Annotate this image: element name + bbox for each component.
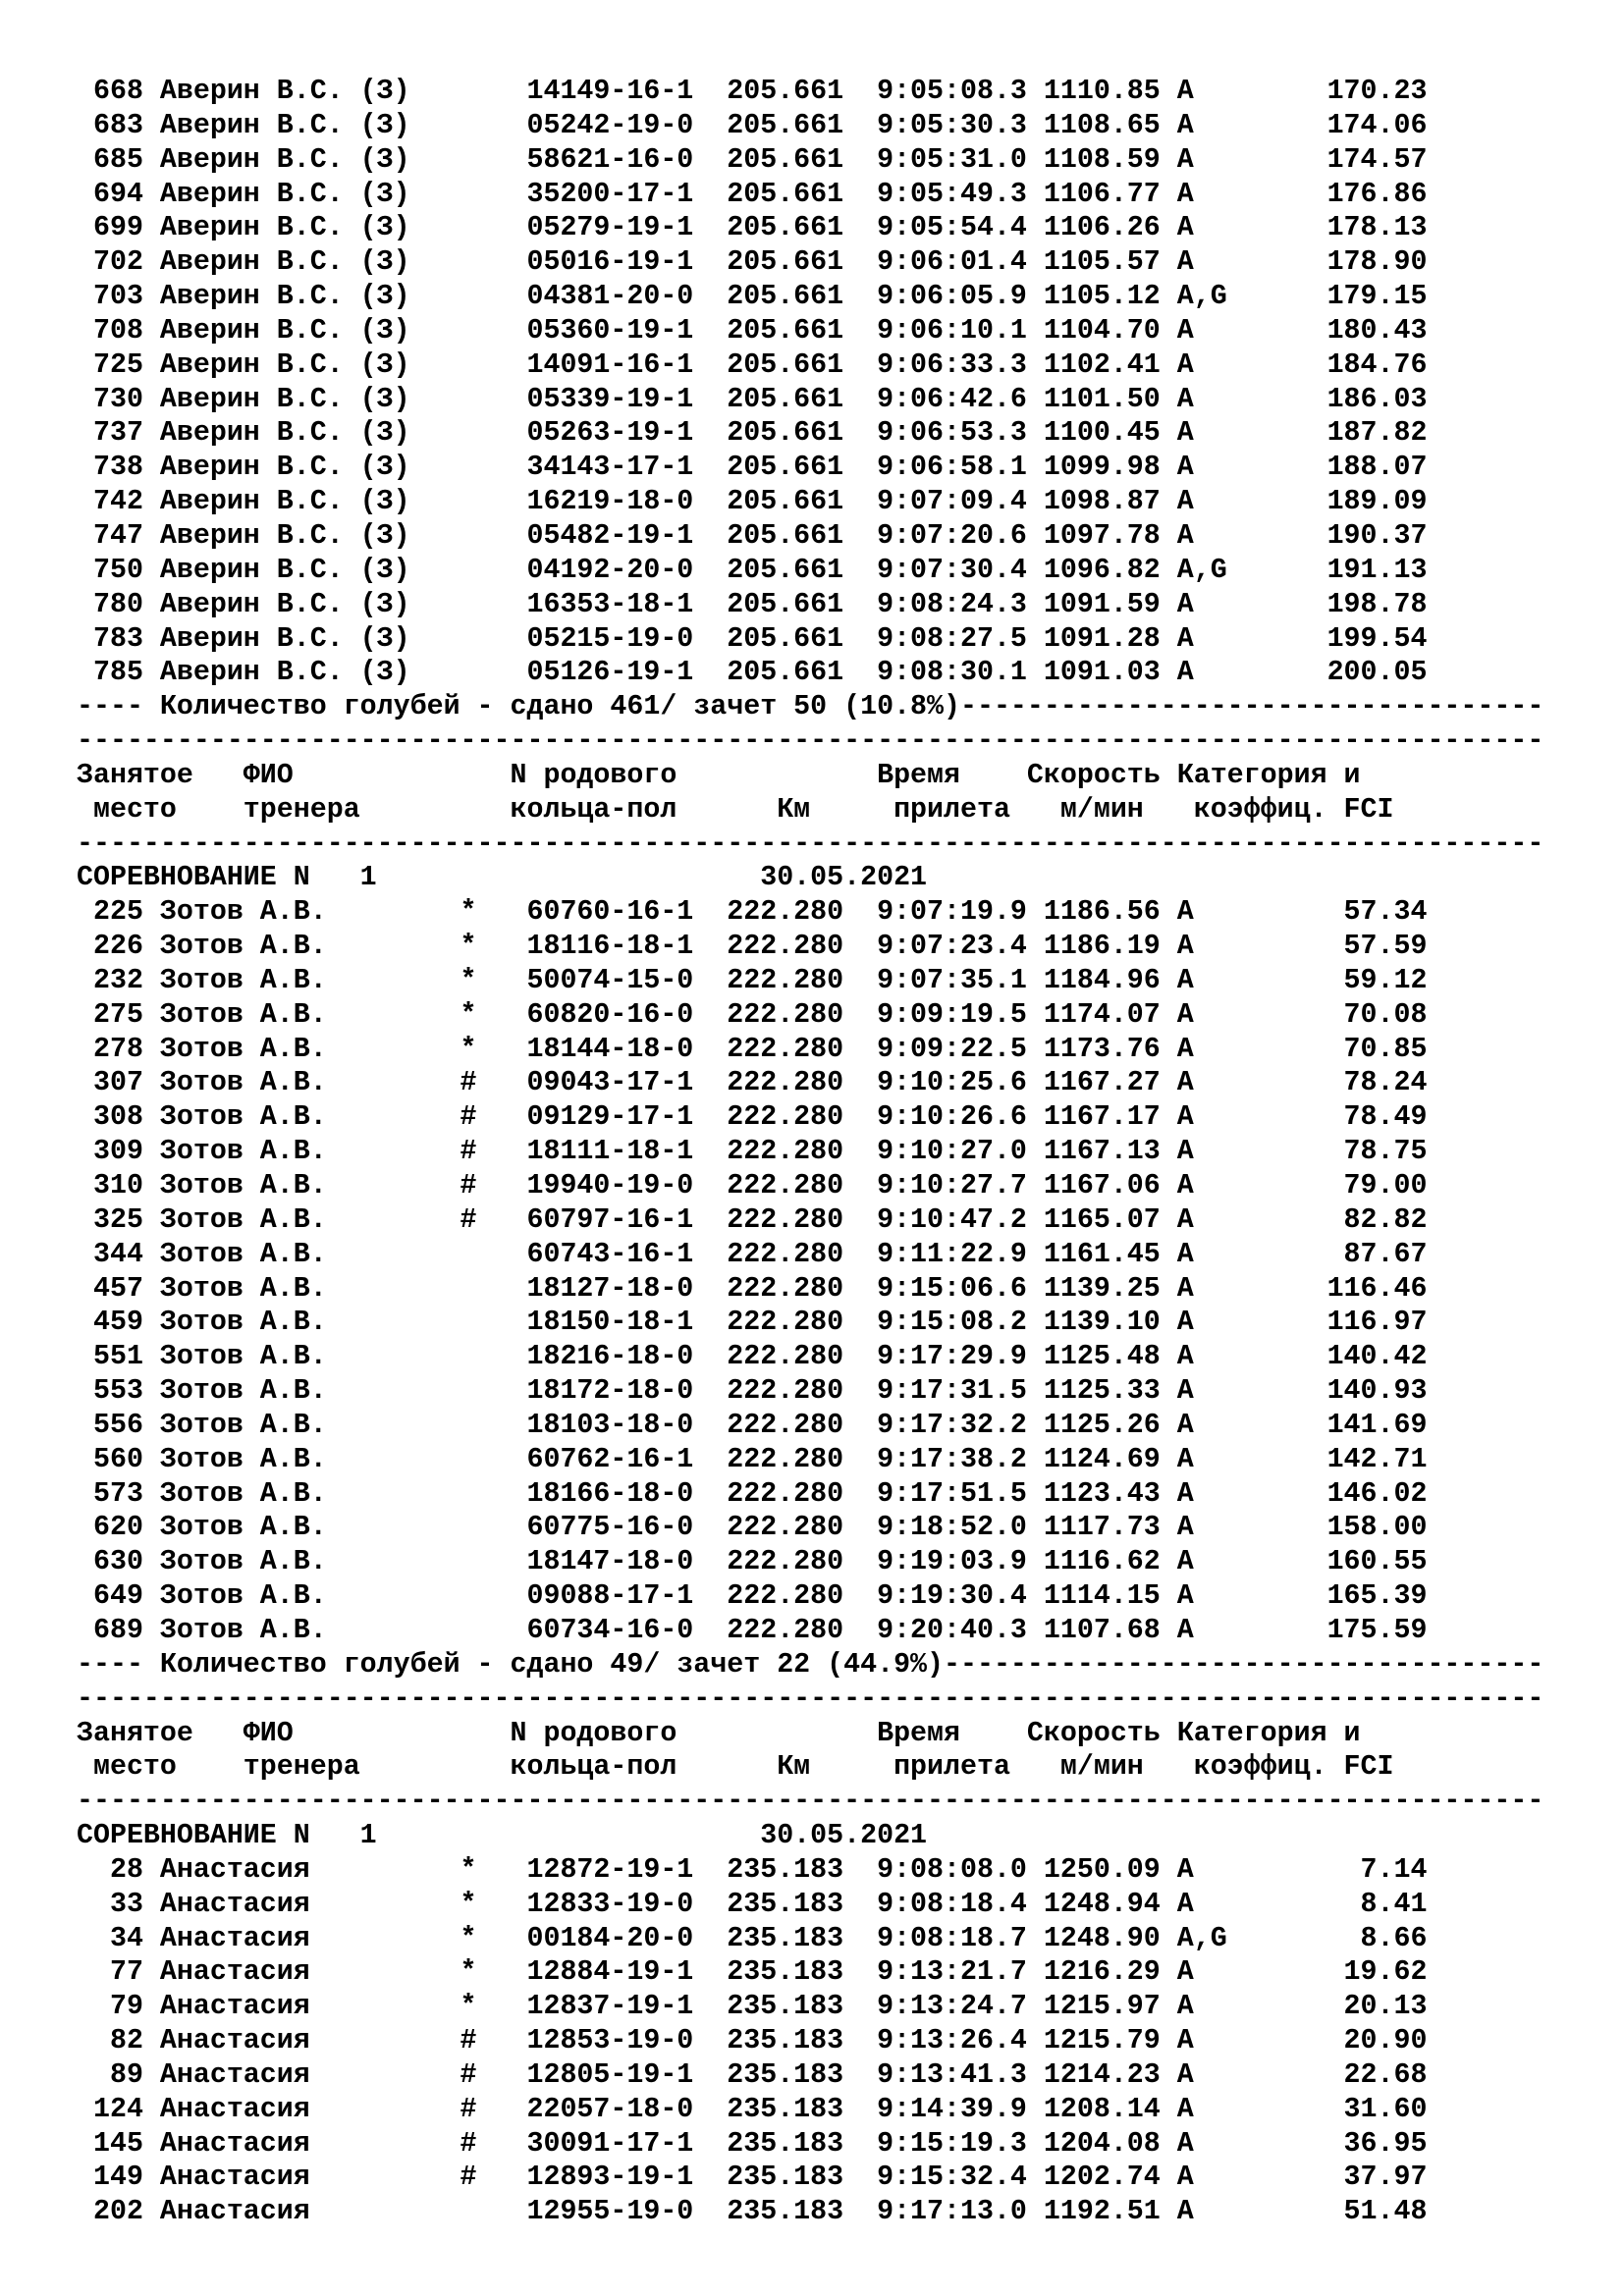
competition-title: СОРЕВНОВАНИЕ N 1 30.05.2021: [77, 862, 928, 894]
table-row: 699 Аверин В.С. (З) 05279-19-1 205.661 9:05:54.4 1106.26 A 178.13: [77, 212, 1428, 244]
table-row: 310 Зотов А.В. # 19940-19-0 222.280 9:10:27.7 1167.06 A 79.00: [77, 1170, 1428, 1201]
table-row: 551 Зотов А.В. 18216-18-0 222.280 9:17:29.9 1125.48 A 140.42: [77, 1341, 1428, 1373]
table-row: 780 Аверин В.С. (З) 16353-18-1 205.661 9:08:24.3 1091.59 A 198.78: [77, 588, 1428, 620]
table-row: 694 Аверин В.С. (З) 35200-17-1 205.661 9:05:49.3 1106.77 A 176.86: [77, 178, 1428, 210]
table-row: 459 Зотов А.В. 18150-18-1 222.280 9:15:08.2 1139.10 A 116.97: [77, 1307, 1428, 1339]
table-row: 278 Зотов А.В. * 18144-18-0 222.280 9:09:22.5 1173.76 A 70.85: [77, 1033, 1428, 1065]
table-row: 668 Аверин В.С. (З) 14149-16-1 205.661 9:05:08.3 1110.85 A 170.23: [77, 76, 1428, 107]
table-row: 307 Зотов А.В. # 09043-17-1 222.280 9:10:25.6 1167.27 A 78.24: [77, 1067, 1428, 1099]
table-row: 232 Зотов А.В. * 50074-15-0 222.280 9:07:35.1 1184.96 A 59.12: [77, 964, 1428, 996]
table-row: 685 Аверин В.С. (З) 58621-16-0 205.661 9:05:31.0 1108.59 A 174.57: [77, 143, 1428, 176]
table-header: место тренера кольца-пол Км прилета м/мин коэффиц. FCI: [77, 1751, 1394, 1784]
section-summary: ---- Количество голубей - сдано 49/ зачет 22 (44.9%)------------------------------------: [77, 1648, 1544, 1681]
table-row: 556 Зотов А.В. 18103-18-0 222.280 9:17:32.2 1125.26 A 141.69: [77, 1409, 1428, 1441]
table-row: 620 Зотов А.В. 60775-16-0 222.280 9:18:52.0 1117.73 A 158.00: [77, 1512, 1428, 1544]
table-row: 573 Зотов А.В. 18166-18-0 222.280 9:17:51.5 1123.43 A 146.02: [77, 1477, 1428, 1510]
table-row: 560 Зотов А.В. 60762-16-1 222.280 9:17:38.2 1124.69 A 142.71: [77, 1443, 1428, 1475]
table-row: 703 Аверин В.С. (З) 04381-20-0 205.661 9:06:05.9 1105.12 A,G 179.15: [77, 281, 1428, 313]
table-row: 725 Аверин В.С. (З) 14091-16-1 205.661 9:06:33.3 1102.41 A 184.76: [77, 348, 1428, 381]
table-row: 742 Аверин В.С. (З) 16219-18-0 205.661 9:07:09.4 1098.87 A 189.09: [77, 486, 1428, 518]
table-row: 28 Анастасия * 12872-19-1 235.183 9:08:08.0 1250.09 A 7.14: [77, 1853, 1428, 1886]
table-row: 683 Аверин В.С. (З) 05242-19-0 205.661 9:05:30.3 1108.65 A 174.06: [77, 109, 1428, 141]
table-row: 202 Анастасия 12955-19-0 235.183 9:17:13.0 1192.51 A 51.48: [77, 2196, 1428, 2228]
table-row: 309 Зотов А.В. # 18111-18-1 222.280 9:10:27.0 1167.13 A 78.75: [77, 1136, 1428, 1168]
table-row: 708 Аверин В.С. (З) 05360-19-1 205.661 9:06:10.1 1104.70 A 180.43: [77, 314, 1428, 347]
table-row: 630 Зотов А.В. 18147-18-0 222.280 9:19:03.9 1116.62 A 160.55: [77, 1546, 1428, 1578]
divider: ----------------------------------------------------------------------------------------: [77, 828, 1544, 860]
table-row: 82 Анастасия # 12853-19-0 235.183 9:13:26.4 1215.79 A 20.90: [77, 2025, 1428, 2057]
table-header: Занятое ФИО N родового Время Скорость Категория и: [77, 1717, 1361, 1749]
table-row: 34 Анастасия * 00184-20-0 235.183 9:08:18.7 1248.90 A,G 8.66: [77, 1922, 1428, 1954]
table-row: 33 Анастасия * 12833-19-0 235.183 9:08:18.4 1248.94 A 8.41: [77, 1888, 1428, 1920]
table-row: 344 Зотов А.В. 60743-16-1 222.280 9:11:22.9 1161.45 A 87.67: [77, 1238, 1428, 1270]
table-row: 738 Аверин В.С. (З) 34143-17-1 205.661 9:06:58.1 1099.98 A 188.07: [77, 452, 1428, 484]
table-row: 737 Аверин В.С. (З) 05263-19-1 205.661 9:06:53.3 1100.45 A 187.82: [77, 417, 1428, 450]
table-row: 145 Анастасия # 30091-17-1 235.183 9:15:19.3 1204.08 A 36.95: [77, 2127, 1428, 2160]
table-row: 226 Зотов А.В. * 18116-18-1 222.280 9:07:23.4 1186.19 A 57.59: [77, 931, 1428, 963]
divider: ----------------------------------------------------------------------------------------: [77, 1786, 1544, 1818]
table-row: 689 Зотов А.В. 60734-16-0 222.280 9:20:40.3 1107.68 A 175.59: [77, 1614, 1428, 1646]
table-row: 457 Зотов А.В. 18127-18-0 222.280 9:15:06.6 1139.25 A 116.46: [77, 1272, 1428, 1305]
table-row: 750 Аверин В.С. (З) 04192-20-0 205.661 9:07:30.4 1096.82 A,G 191.13: [77, 554, 1428, 586]
table-row: 747 Аверин В.С. (З) 05482-19-1 205.661 9:07:20.6 1097.78 A 190.37: [77, 519, 1428, 552]
table-row: 325 Зотов А.В. # 60797-16-1 222.280 9:10:47.2 1165.07 A 82.82: [77, 1203, 1428, 1236]
table-row: 124 Анастасия # 22057-18-0 235.183 9:14:39.9 1208.14 A 31.60: [77, 2093, 1428, 2125]
table-row: 553 Зотов А.В. 18172-18-0 222.280 9:17:31.5 1125.33 A 140.93: [77, 1375, 1428, 1408]
table-row: 77 Анастасия * 12884-19-1 235.183 9:13:21.7 1216.29 A 19.62: [77, 1956, 1428, 1989]
table-row: 79 Анастасия * 12837-19-1 235.183 9:13:24.7 1215.97 A 20.13: [77, 1991, 1428, 2023]
table-row: 785 Аверин В.С. (З) 05126-19-1 205.661 9:08:30.1 1091.03 A 200.05: [77, 657, 1428, 689]
table-header: Занятое ФИО N родового Время Скорость Категория и: [77, 759, 1361, 791]
table-row: 783 Аверин В.С. (З) 05215-19-0 205.661 9:08:27.5 1091.28 A 199.54: [77, 622, 1428, 655]
table-row: 649 Зотов А.В. 09088-17-1 222.280 9:19:30.4 1114.15 A 165.39: [77, 1580, 1428, 1613]
section-summary: ---- Количество голубей - сдано 461/ зачет 50 (10.8%)-----------------------------------: [77, 691, 1544, 723]
table-row: 225 Зотов А.В. * 60760-16-1 222.280 9:07:19.9 1186.56 A 57.34: [77, 896, 1428, 929]
competition-title: СОРЕВНОВАНИЕ N 1 30.05.2021: [77, 1820, 928, 1852]
table-row: 149 Анастасия # 12893-19-1 235.183 9:15:32.4 1202.74 A 37.97: [77, 2162, 1428, 2194]
divider: ----------------------------------------------------------------------------------------: [77, 725, 1544, 758]
table-header: место тренера кольца-пол Км прилета м/мин коэффиц. FCI: [77, 793, 1394, 826]
table-row: 275 Зотов А.В. * 60820-16-0 222.280 9:09:19.5 1174.07 A 70.08: [77, 998, 1428, 1031]
divider: ----------------------------------------------------------------------------------------: [77, 1682, 1544, 1715]
table-row: 308 Зотов А.В. # 09129-17-1 222.280 9:10:26.6 1167.17 A 78.49: [77, 1101, 1428, 1134]
table-row: 702 Аверин В.С. (З) 05016-19-1 205.661 9:06:01.4 1105.57 A 178.90: [77, 246, 1428, 279]
table-row: 89 Анастасия # 12805-19-1 235.183 9:13:41.3 1214.23 A 22.68: [77, 2058, 1428, 2091]
table-row: 730 Аверин В.С. (З) 05339-19-1 205.661 9:06:42.6 1101.50 A 186.03: [77, 383, 1428, 415]
